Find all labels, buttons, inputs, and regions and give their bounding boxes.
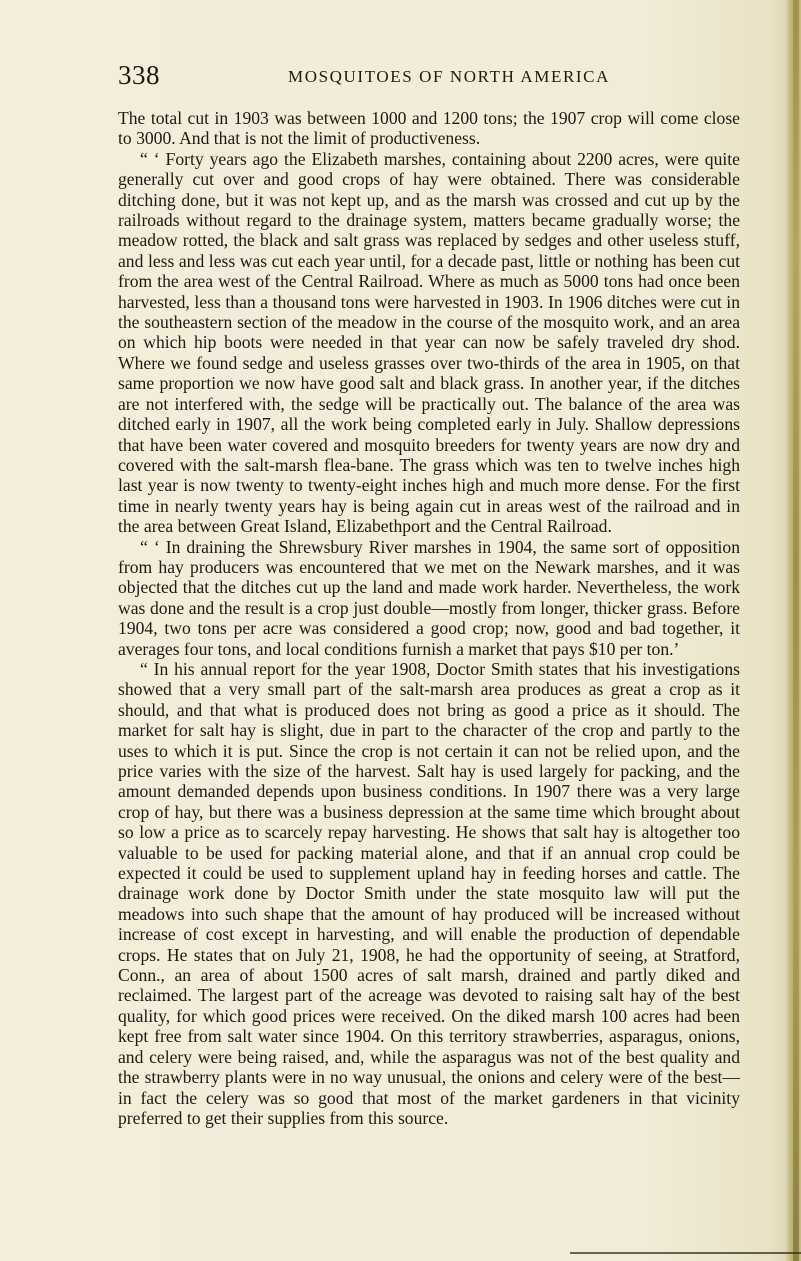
running-head: MOSQUITOES OF NORTH AMERICA	[288, 67, 610, 86]
bottom-rule	[570, 1252, 801, 1254]
page-header	[118, 60, 740, 94]
page-number: 338	[118, 60, 160, 90]
paragraph-3: “ ‘ In draining the Shrewsbury River marshes in 1904, the same sort of opposition from hay producers was encountered that we met on the Newark marshes, and it was objected that the ditches cut up the land and made work harder. Nevertheless, the work was done and the result is a crop just double—mostly from longer, thicker grass. Before 1904, two tons per acre was considered a good crop; now, good and bad together, it averages four tons, and local conditions furnish a market that pays $10 per ton.’	[118, 536, 740, 659]
paragraph-1: The total cut in 1903 was between 1000 and 1200 tons; the 1907 crop will come close to 3000. And that is not the limit of productiveness.	[118, 108, 740, 149]
body-text	[118, 108, 740, 1128]
paragraph-2: “ ‘ Forty years ago the Elizabeth marshes, containing about 2200 acres, were quite generally cut over and good crops of hay were obtained. There was considerable ditching done, but it was not kept up, and as the marsh was crossed and cut up by the railroads without regard to the drainage system, matters became gradually worse; the meadow rotted, the black and salt grass was replaced by sedges and other useless stuff, and less and less was cut each year until, for a decade past, little or nothing has been cut from the area west of the Central Railroad. Where as much as 5000 tons had once been harvested, less than a thousand tons were harvested in 1903. In 1906 ditches were cut in the southeastern section of the meadow in the course of the mosquito work, and an area on which hip boots were needed in that year can now be safely traveled dry shod. Where we found sedge and useless grasses over two-thirds of the area in 1905, on that same proportion we now have good salt and black grass. In another year, if the ditches are not interfered with, the sedge will be practically out. The balance of the area was ditched early in 1907, all the work being completed early in July. Shallow depressions that have been water covered and mosquito breeders for twenty years are now dry and covered with the salt-marsh flea-bane. The grass which was ten to twelve inches high last year is now twenty to twenty-eight inches high and much more dense. For the first time in nearly twenty years hay is being again cut in areas west of the railroad and in the area between Great Island, Elizabethport and the Central Railroad.	[118, 148, 740, 537]
page-edge-binding	[793, 0, 799, 1261]
paragraph-4: “ In his annual report for the year 1908, Doctor Smith states that his investigations showed that a very small part of the salt-marsh area produces as great a crop as it should, and that what is produced does not bring as good a price as it should. The market for salt hay is slight, due in part to the character of the crop and partly to the uses to which it is put. Since the crop is not certain it can not be relied upon, and the price varies with the size of the harvest. Salt hay is used largely for packing, and the amount demanded depends upon business conditions. In 1907 there was a very large crop of hay, but there was a business depression at the same time which brought about so low a price as to scarcely repay harvesting. He shows that salt hay is altogether too valuable to be used for packing material alone, and that if an annual crop could be expected it could be used to supplement upland hay in feeding horses and cattle. The drainage work done by Doctor Smith under the state mosquito law will put the meadows into such shape that the amount of hay produced will be increased without increase of cost except in harvesting, and will enable the production of dependable crops. He states that on July 21, 1908, he had the opportunity of seeing, at Stratford, Conn., an area of about 1500 acres of salt marsh, drained and partly diked and reclaimed. The largest part of the acreage was devoted to raising salt hay of the best quality, for which good prices were received. On the diked marsh 100 acres had been kept free from salt water since 1904. On this territory strawberries, asparagus, onions, and celery were being raised, and, while the asparagus was not of the best quality and the strawberry plants were in no way unusual, the onions and celery were of the best—in fact the celery was so good that most of the market gardeners in that vicinity preferred to get their supplies from this source.	[118, 658, 740, 1128]
